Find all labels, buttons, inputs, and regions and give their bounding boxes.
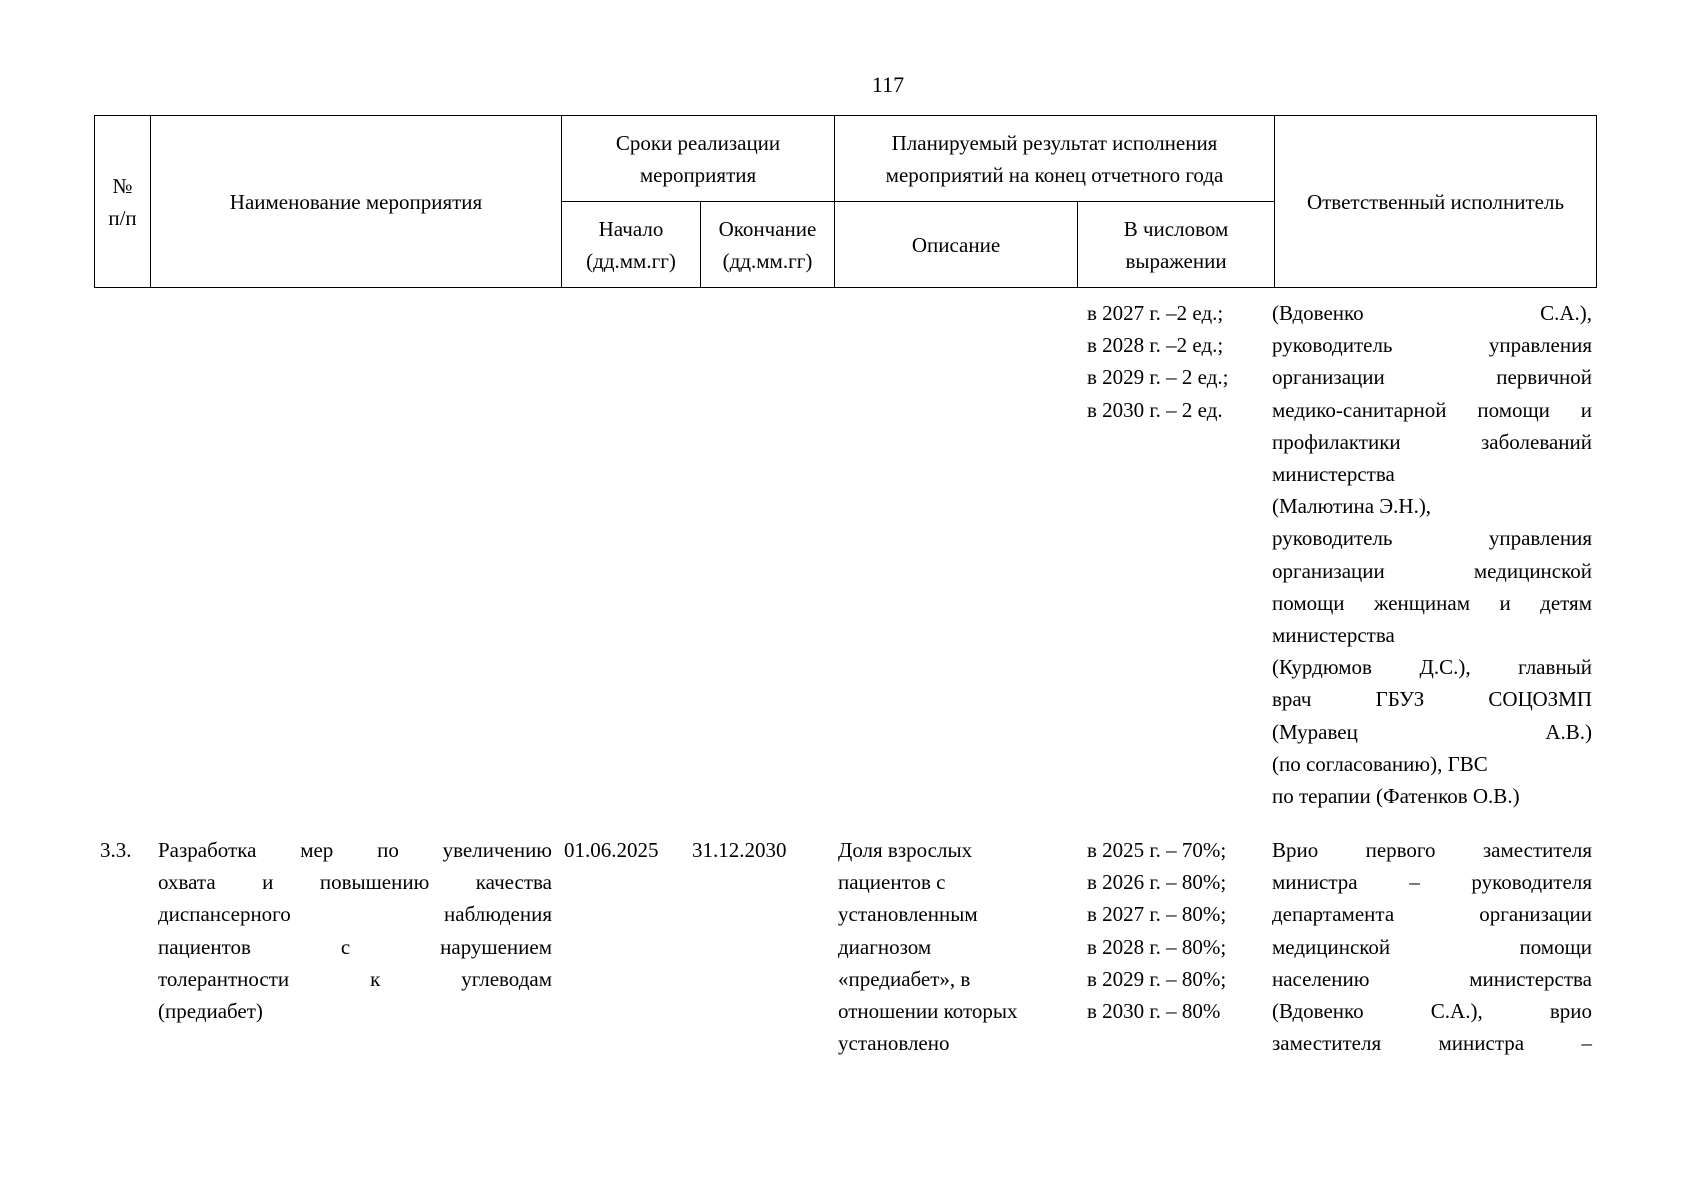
name-line: пациентов с нарушением [158,934,552,959]
table-header [94,115,1597,288]
row-start-date: 01.06.2025 [564,838,659,862]
responsible-line: (Курдюмов Д.С.), главный [1272,655,1592,680]
numeric-line: в 2030 г. – 80% [1087,999,1221,1024]
responsible-line: департамента организации [1272,902,1592,927]
row-description [838,834,1068,1059]
description-line: отношении которых [838,999,1018,1024]
responsible-line: заместителя министра – [1272,1031,1592,1056]
description-line: установленным [838,902,978,927]
description-line: диагнозом [838,934,932,959]
responsible-line: министерства [1272,623,1395,648]
header-num: № п/п [95,116,151,288]
responsible-line: Врио первого заместителя [1272,838,1592,862]
description-line: установлено [838,1031,950,1056]
continuation-responsible [1272,297,1592,812]
responsible-line: (Вдовенко С.А.), врио [1272,999,1592,1024]
numeric-line: в 2029 г. – 80%; [1087,966,1227,991]
page-number: 117 [871,72,905,97]
numeric-line: в 2026 г. – 80%; [1087,870,1227,895]
numeric-line: в 2030 г. – 2 ед. [1087,397,1223,422]
responsible-line: (Малютина Э.Н.), [1272,494,1432,519]
description-line: «предиабет», в [838,966,971,991]
responsible-line: министра – руководителя [1272,870,1592,895]
header-end: Окончание (дд.мм.гг) [701,202,835,288]
row-responsible [1272,834,1592,1059]
header-name: Наименование мероприятия [151,116,562,288]
responsible-line: населению министерства [1272,966,1592,991]
responsible-line: организации первичной [1272,365,1592,390]
responsible-line: медицинской помощи [1272,934,1592,959]
name-line: (предиабет) [158,999,263,1024]
responsible-line: (Муравец А.В.) [1272,719,1592,744]
header-numeric: В числовом выражении [1078,202,1275,288]
row-number: 3.3. [100,838,132,862]
header-terms: Сроки реализации мероприятия [562,116,835,202]
responsible-line: профилактики заболеваний [1272,429,1592,454]
responsible-line: министерства [1272,462,1395,487]
row-numeric [1087,834,1277,1027]
numeric-line: в 2025 г. – 70%; [1087,838,1227,862]
numeric-line: в 2028 г. – 80%; [1087,934,1227,959]
header-start: Начало (дд.мм.гг) [562,202,701,288]
responsible-line: руководитель управления [1272,526,1592,551]
name-line: Разработка мер по увеличению [158,838,552,862]
responsible-line: руководитель управления [1272,333,1592,358]
name-line: охвата и повышению качества [158,870,552,895]
responsible-line: (Вдовенко С.А.), [1272,301,1592,325]
name-line: диспансерного наблюдения [158,902,552,927]
responsible-line: врач ГБУЗ СОЦОЗМП [1272,687,1592,712]
numeric-line: в 2028 г. –2 ед.; [1087,333,1224,358]
responsible-line: по терапии (Фатенков О.В.) [1272,784,1520,809]
numeric-line: в 2027 г. – 80%; [1087,902,1227,927]
description-line: пациентов с [838,870,946,895]
responsible-line: организации медицинской [1272,558,1592,583]
responsible-line: (по согласованию), ГВС [1272,751,1488,776]
continuation-numeric [1087,297,1277,426]
responsible-line: помощи женщинам и детям [1272,590,1592,615]
responsible-line: медико-санитарной помощи и [1272,397,1592,422]
name-line: толерантности к углеводам [158,966,552,991]
description-line: Доля взрослых [838,838,973,862]
row-end-date: 31.12.2030 [692,838,787,862]
header-description: Описание [835,202,1078,288]
header-responsible: Ответственный исполнитель [1275,116,1597,288]
header-result: Планируемый результат исполнения мероприятий на конец отчетного года [835,116,1275,202]
row-name [158,834,552,1027]
numeric-line: в 2029 г. – 2 ед.; [1087,365,1229,390]
numeric-line: в 2027 г. –2 ед.; [1087,301,1224,325]
